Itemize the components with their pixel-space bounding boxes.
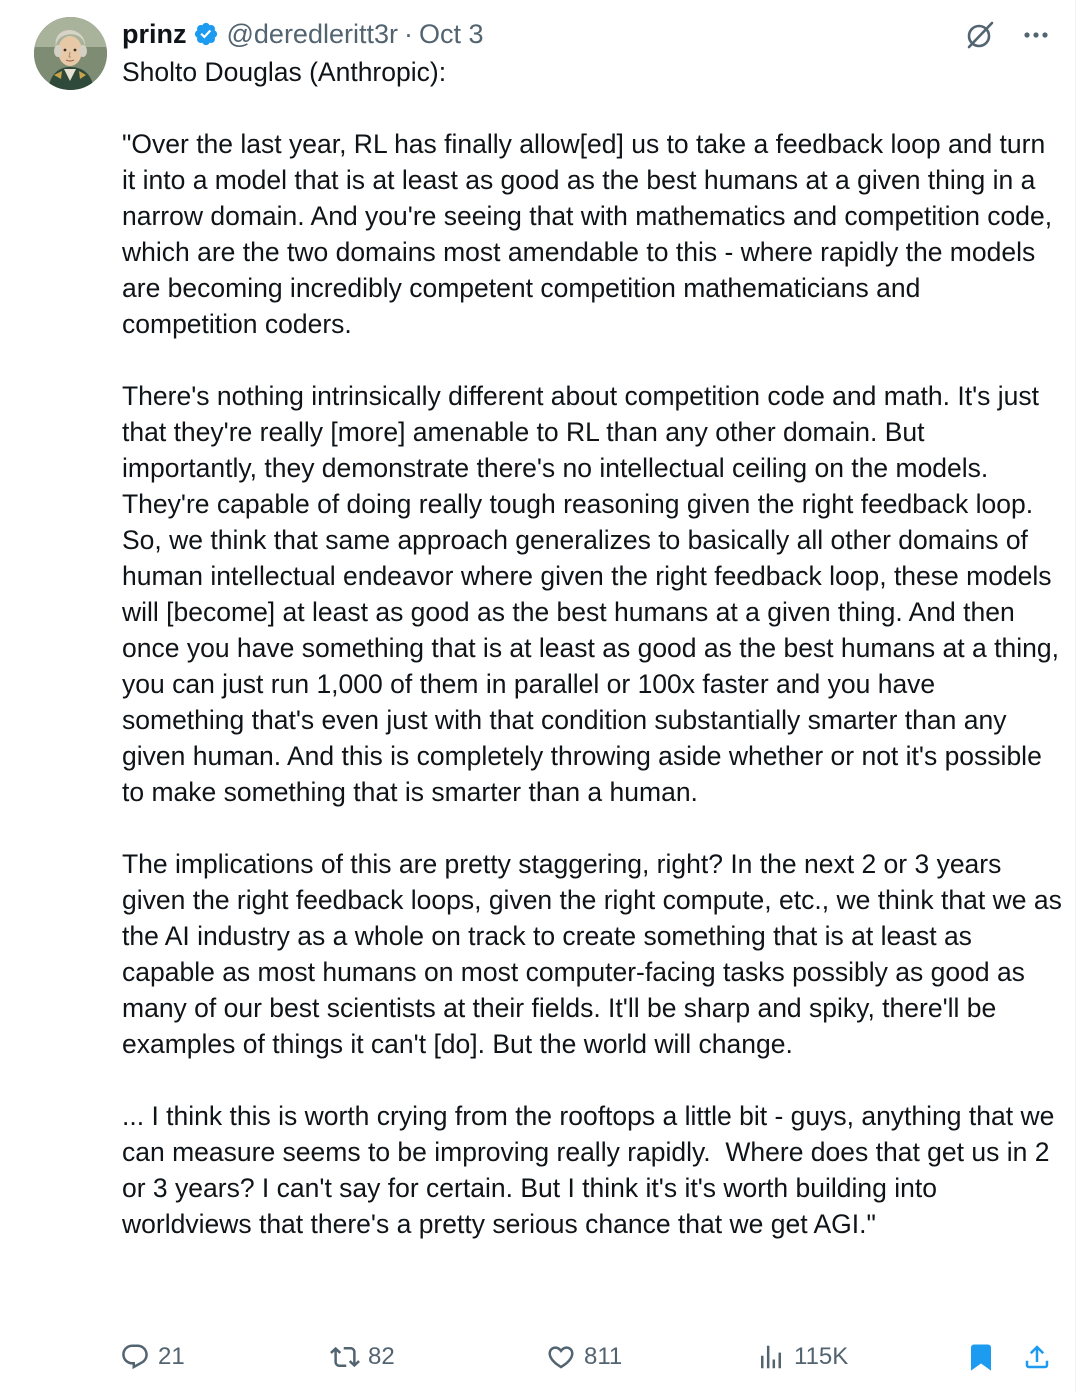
display-name[interactable]: prinz <box>122 18 187 49</box>
tweet-header <box>122 14 484 54</box>
like-icon <box>546 1342 576 1372</box>
action-bar <box>120 1336 1060 1378</box>
repost-count: 82 <box>368 1343 395 1370</box>
like-button[interactable] <box>546 1336 622 1378</box>
tweet-paragraph-1: "Over the last year, RL has finally allow[ed] us to take a feedback loop and turn it into a model that is at least as good as the best humans at a given thing in a narrow domain. And you're seeing that with mathematics and competition code, which are the two domains most amendable to this - where rapidly the models are becoming incredibly competent competition mathematicians and competition coders. <box>122 129 1060 339</box>
tweet-date[interactable]: Oct 3 <box>418 18 484 49</box>
views-count: 115K <box>794 1343 849 1370</box>
views-button[interactable] <box>756 1336 848 1378</box>
tweet-paragraph-2: There's nothing intrinsically different about competition code and math. It's just that they're really [more] amenable to RL than any other domain. But importantly, they demonstrate there's no intellectual ceiling on the models. They're capable of doing really tough reasoning given the right feedback loop. So, we think that same approach generalizes to basically all other domains of human intellectual endeavor where given the right feedback loop, these models will [become] at least as good as the best humans at a given thing. And then once you have something that is at least as good as the best humans at a thing, you can just run 1,000 of them in parallel or 100x faster and you have something that's even just with that condition substantially smarter than any given human. And this is completely throwing aside whether or not it's possible to make something that is smarter than a human. <box>122 381 1067 807</box>
author-handle[interactable]: @deredleritt3r <box>226 18 398 49</box>
like-count: 811 <box>584 1343 623 1370</box>
share-button[interactable] <box>1022 1336 1052 1378</box>
repost-button[interactable] <box>330 1336 395 1378</box>
avatar-portrait-icon <box>34 17 107 90</box>
tweet-intro: Sholto Douglas (Anthropic): <box>122 57 447 87</box>
grok-icon[interactable] <box>963 18 997 52</box>
tweet-paragraph-4: ... I think this is worth crying from the rooftops a little bit - guys, anything that we can measure seems to be improving really rapidly. Where does that get us in 2 or 3 years? I can't say for certain. But I think it's it's worth building into worldviews that there's a pretty serious chance that we get AGI." <box>122 1101 1062 1239</box>
tweet-text <box>122 54 1070 1242</box>
avatar[interactable] <box>34 17 107 90</box>
header-separator: · <box>403 18 413 49</box>
repost-icon <box>330 1342 360 1372</box>
header-actions <box>963 18 1053 52</box>
reply-icon <box>120 1342 150 1372</box>
share-icon <box>1022 1342 1052 1372</box>
more-icon[interactable] <box>1019 18 1053 52</box>
bookmark-button[interactable] <box>966 1336 996 1378</box>
views-icon <box>756 1342 786 1372</box>
bookmark-icon <box>966 1342 996 1372</box>
reply-button[interactable] <box>120 1336 185 1378</box>
tweet-paragraph-3: The implications of this are pretty staggering, right? In the next 2 or 3 years given the right feedback loops, given the right compute, etc., we think that we as the AI industry as a whole on track to create something that is at least as capable as most humans on most computer-facing tasks possibly as good as many of our best scientists at their fields. It'll be sharp and spiky, there'll be examples of things it can't [do]. But the world will change. <box>122 849 1070 1059</box>
verified-badge-icon[interactable] <box>193 21 219 47</box>
reply-count: 21 <box>158 1343 185 1370</box>
